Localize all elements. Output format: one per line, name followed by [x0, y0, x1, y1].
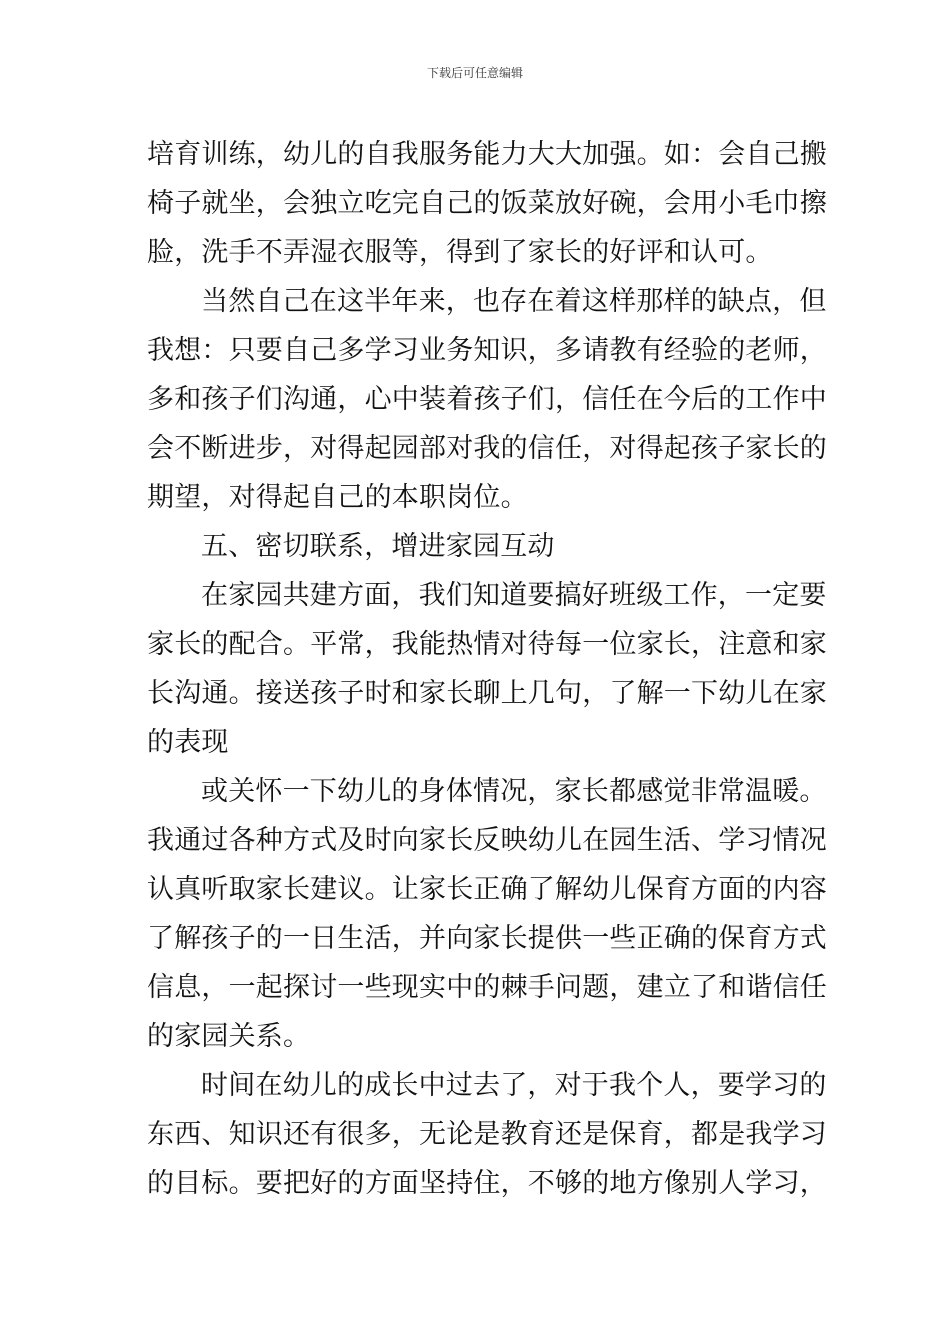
text-line: 我想：只要自己多学习业务知识，多请教有经验的老师， — [147, 335, 827, 366]
text-line: 期望，对得起自己的本职岗位。 — [147, 482, 528, 513]
header-note: 下载后可任意编辑 — [426, 66, 523, 80]
text-line: 的家园关系。 — [147, 1021, 311, 1052]
text-line: 脸，洗手不弄湿衣服等，得到了家长的好评和认可。 — [147, 237, 773, 268]
text-line: 的表现 — [147, 727, 229, 758]
text-line: 认真听取家长建议。让家长正确了解幼儿保育方面的内容 — [147, 874, 827, 905]
text-line: 我通过各种方式及时向家长反映幼儿在园生活、学习情况 — [147, 825, 827, 856]
text-line: 的目标。要把好的方面坚持住，不够的地方像别人学习， — [147, 1168, 827, 1199]
text-line: 椅子就坐，会独立吃完自己的饭菜放好碗，会用小毛巾擦 — [147, 188, 827, 219]
text-line: 多和孩子们沟通，心中装着孩子们，信任在今后的工作中 — [147, 384, 827, 415]
text-line: 培育训练，幼儿的自我服务能力大大加强。如：会自己搬 — [147, 139, 827, 170]
body-text — [147, 130, 827, 1208]
paragraph-first-line: 时间在幼儿的成长中过去了，对于我个人，要学习的 — [201, 1070, 827, 1101]
text-line: 家长的配合。平常，我能热情对待每一位家长，注意和家 — [147, 629, 827, 660]
text-line: 信息，一起探讨一些现实中的棘手问题，建立了和谐信任 — [147, 972, 827, 1003]
section-heading: 五、密切联系，增进家园互动 — [201, 531, 555, 562]
paragraph-first-line: 或关怀一下幼儿的身体情况，家长都感觉非常温暖。 — [201, 776, 827, 807]
text-line: 长沟通。接送孩子时和家长聊上几句，了解一下幼儿在家 — [147, 678, 827, 709]
text-line: 东西、知识还有很多，无论是教育还是保育，都是我学习 — [147, 1119, 827, 1150]
text-line: 会不断进步，对得起园部对我的信任，对得起孩子家长的 — [147, 433, 827, 464]
paragraph-first-line: 在家园共建方面，我们知道要搞好班级工作，一定要 — [201, 580, 827, 611]
paragraph-first-line: 当然自己在这半年来，也存在着这样那样的缺点，但 — [201, 286, 827, 317]
text-line: 了解孩子的一日生活，并向家长提供一些正确的保育方式 — [147, 923, 827, 954]
